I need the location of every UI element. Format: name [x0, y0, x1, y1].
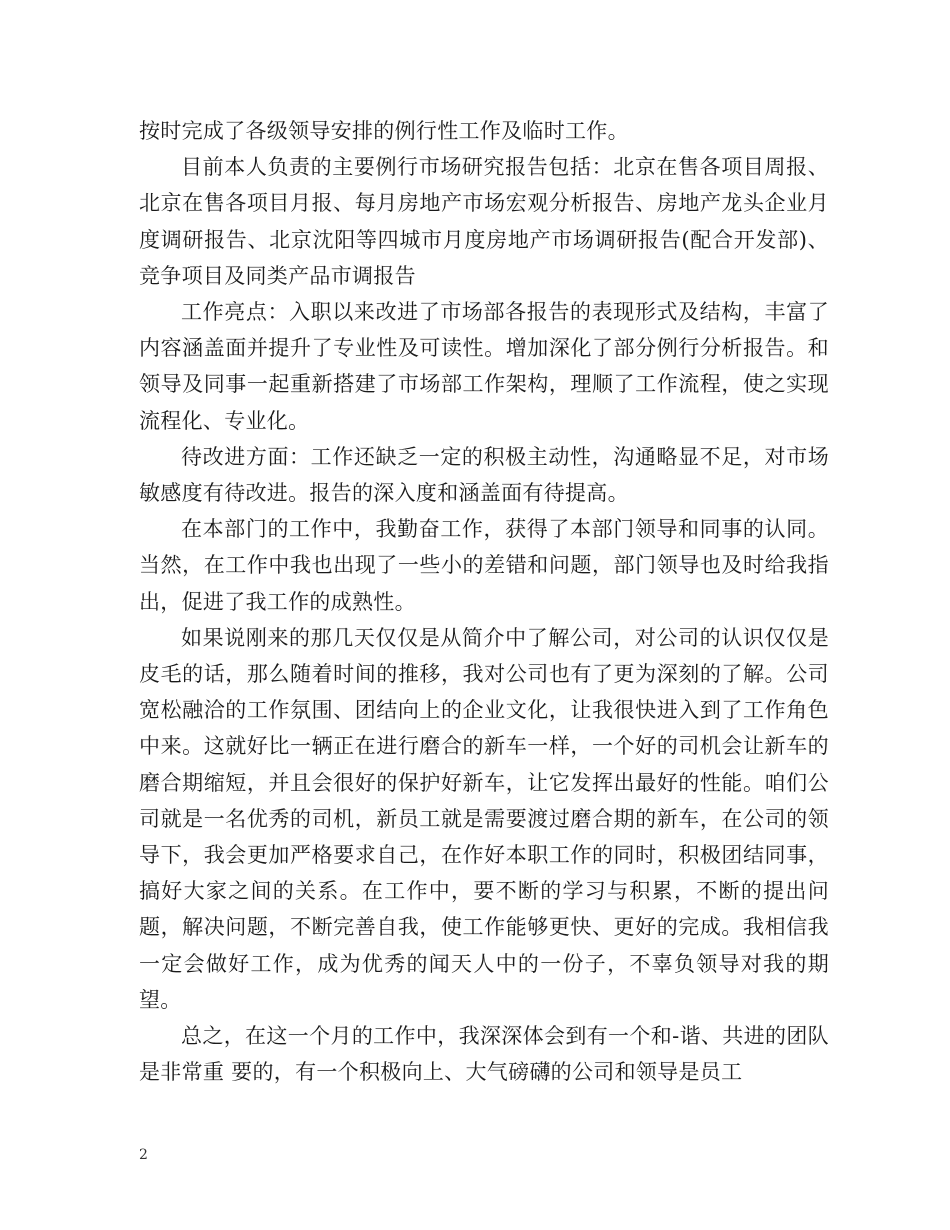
- paragraph-continuation: 按时完成了各级领导安排的例行性工作及临时工作。: [139, 119, 629, 143]
- paragraph-highlights: 工作亮点：入职以来改进了市场部各报告的表现形式及结构，丰富了内容涵盖面并提升了专业性及可读性。增加深化了部分例行分析报告。和领导及同事一起重新搭建了市场部工作架构，理顺了工作流程，使之实现流程化、专业化。: [139, 300, 829, 433]
- paragraph-routine-reports: 目前本人负责的主要例行市场研究报告包括：北京在售各项目周报、北京在售各项目月报、每月房地产市场宏观分析报告、房地产龙头企业月度调研报告、北京沈阳等四城市月度房地产市场调研报告(配合开发部)、竞争项目及同类产品市调报告: [139, 155, 829, 288]
- document-body: [139, 113, 829, 1090]
- paragraph-department-work: 在本部门的工作中，我勤奋工作，获得了本部门领导和同事的认同。当然，在工作中我也出现了一些小的差错和问题，部门领导也及时给我指出，促进了我工作的成熟性。: [139, 517, 829, 614]
- paragraph-company-understanding: 如果说刚来的那几天仅仅是从简介中了解公司，对公司的认识仅仅是皮毛的话，那么随着时间的推移，我对公司也有了更为深刻的了解。公司宽松融洽的工作氛围、团结向上的企业文化，让我很快进入到了工作角色中来。这就好比一辆正在进行磨合的新车一样，一个好的司机会让新车的磨合期缩短，并且会很好的保护好新车，让它发挥出最好的性能。咱们公司就是一名优秀的司机，新员工就是需要渡过磨合期的新车，在公司的领导下，我会更加严格要求自己，在作好本职工作的同时，积极团结同事，搞好大家之间的关系。在工作中，要不断的学习与积累，不断的提出问题，解决问题，不断完善自我，使工作能够更快、更好的完成。我相信我一定会做好工作，成为优秀的闻天人中的一份子，不辜负领导对我的期望。: [139, 625, 829, 1012]
- paragraph-improvements: 待改进方面：工作还缺乏一定的积极主动性，沟通略显不足，对市场敏感度有待改进。报告的深入度和涵盖面有待提高。: [139, 444, 829, 506]
- paragraph-conclusion: 总之，在这一个月的工作中，我深深体会到有一个和-谐、共进的团队是非常重 要的，有一个积极向上、大气磅礴的公司和领导是员工: [139, 1024, 829, 1085]
- page-number: 2: [139, 1147, 148, 1163]
